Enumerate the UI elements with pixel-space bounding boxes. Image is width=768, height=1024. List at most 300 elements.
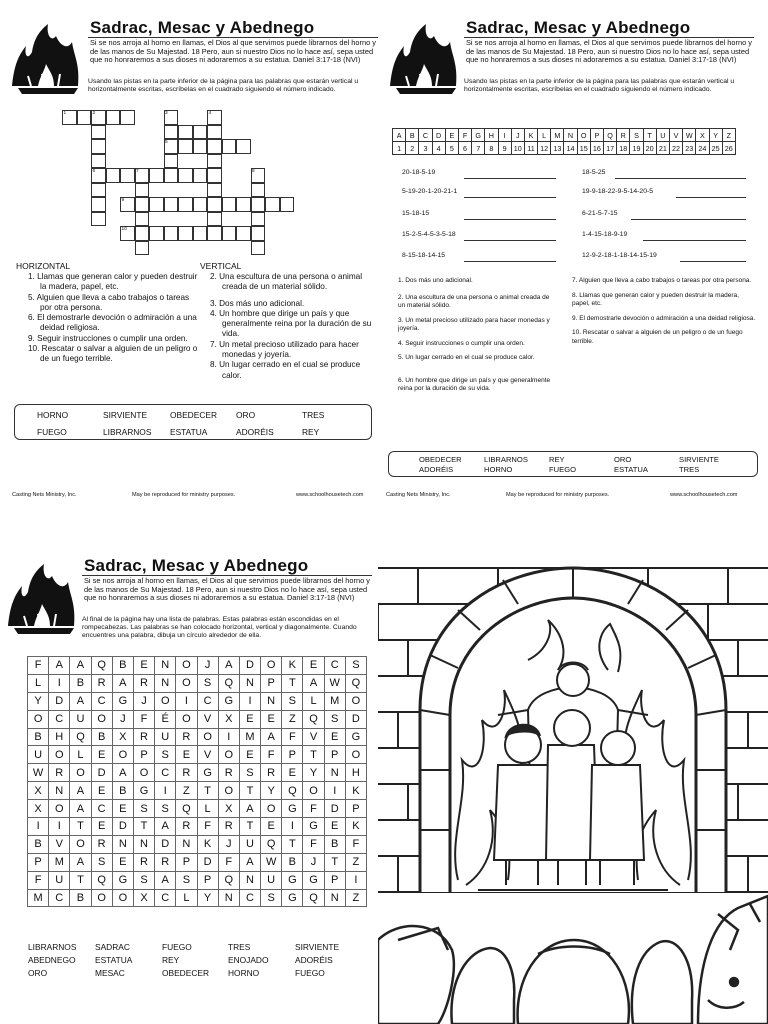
word-search-letter[interactable]: G [218, 692, 239, 710]
word-search-letter[interactable]: A [70, 782, 91, 800]
word-search-letter[interactable]: P [324, 871, 345, 889]
word-search-letter[interactable]: Y [28, 692, 49, 710]
crossword-cell[interactable] [222, 139, 237, 154]
word-search-letter[interactable]: O [218, 746, 239, 764]
crossword-cell[interactable] [280, 197, 295, 212]
word-search-letter[interactable]: J [197, 657, 218, 675]
word-search-letter[interactable]: P [282, 746, 303, 764]
word-search-letter[interactable]: E [91, 746, 112, 764]
word-search-letter[interactable]: O [28, 710, 49, 728]
word-search-letter[interactable]: N [239, 871, 260, 889]
crossword-cell[interactable] [106, 168, 121, 183]
crossword-cell[interactable] [207, 226, 222, 241]
word-search-letter[interactable]: B [112, 657, 133, 675]
word-search-letter[interactable]: X [28, 782, 49, 800]
word-search-letter[interactable]: N [324, 889, 345, 907]
word-search-letter[interactable]: S [155, 746, 176, 764]
word-search-letter[interactable]: S [345, 657, 366, 675]
word-search-letter[interactable]: C [91, 692, 112, 710]
word-search-letter[interactable]: A [112, 764, 133, 782]
crossword-cell[interactable] [135, 226, 150, 241]
word-search-letter[interactable]: Z [345, 853, 366, 871]
word-search-letter[interactable]: W [28, 764, 49, 782]
word-search-letter[interactable]: U [28, 746, 49, 764]
word-search-letter[interactable]: F [28, 657, 49, 675]
word-search-letter[interactable]: N [49, 782, 70, 800]
word-search-letter[interactable]: T [70, 818, 91, 836]
crossword-cell[interactable] [164, 154, 179, 169]
crossword-cell[interactable] [164, 125, 179, 140]
word-search-letter[interactable]: I [345, 871, 366, 889]
answer-line[interactable] [464, 219, 556, 220]
word-search-letter[interactable]: U [261, 871, 282, 889]
word-search-letter[interactable]: C [239, 889, 260, 907]
word-search-letter[interactable]: O [49, 800, 70, 818]
word-search-letter[interactable]: O [176, 674, 197, 692]
word-search-letter[interactable]: K [197, 835, 218, 853]
word-search-letter[interactable]: D [155, 835, 176, 853]
code-letter-cell: P [590, 129, 603, 142]
crossword-cell[interactable] [120, 110, 135, 125]
word-search-letter[interactable]: E [261, 710, 282, 728]
word-search-letter[interactable]: A [70, 692, 91, 710]
word-search-letter[interactable]: S [261, 889, 282, 907]
word-search-letter[interactable]: G [303, 818, 324, 836]
word-search-letter[interactable]: V [49, 835, 70, 853]
crossword-cell[interactable] [164, 168, 179, 183]
crossword-cell[interactable] [251, 241, 266, 256]
word-search-letter[interactable]: A [303, 674, 324, 692]
word-search-letter[interactable]: E [112, 800, 133, 818]
answer-line[interactable] [464, 178, 556, 179]
word-search-letter[interactable]: I [218, 728, 239, 746]
word-search-letter[interactable]: Q [303, 710, 324, 728]
word-search-letter[interactable]: C [324, 657, 345, 675]
crossword-cell[interactable] [149, 197, 164, 212]
word-search-letter[interactable]: Y [303, 764, 324, 782]
crossword-cell[interactable] [91, 212, 106, 227]
word-search-letter[interactable]: J [112, 710, 133, 728]
word-search-letter[interactable]: X [133, 889, 154, 907]
word-search-letter[interactable]: R [218, 818, 239, 836]
word-search-letter[interactable]: R [91, 674, 112, 692]
crossword-cell[interactable] [178, 197, 193, 212]
crossword-cell[interactable] [251, 212, 266, 227]
word-search-letter[interactable]: R [155, 853, 176, 871]
word-search-letter[interactable]: P [197, 871, 218, 889]
word-search-letter[interactable]: R [261, 764, 282, 782]
word-search-letter[interactable]: M [49, 853, 70, 871]
word-search-letter[interactable]: O [261, 657, 282, 675]
word-search-letter[interactable]: E [133, 657, 154, 675]
crossword-cell[interactable] [178, 168, 193, 183]
word-search-letter[interactable]: R [91, 835, 112, 853]
word-search-letter[interactable]: O [155, 692, 176, 710]
word-search-letter[interactable]: M [28, 889, 49, 907]
word-search-letter[interactable]: M [324, 692, 345, 710]
crossword-cell[interactable] [178, 125, 193, 140]
word-search-letter[interactable]: T [133, 818, 154, 836]
word-search-letter[interactable]: D [239, 657, 260, 675]
word-search-letter[interactable]: Q [91, 871, 112, 889]
word-search-letter[interactable]: J [218, 835, 239, 853]
crossword-cell[interactable] [149, 226, 164, 241]
crossword-cell[interactable] [207, 154, 222, 169]
word-search-letter[interactable]: G [133, 782, 154, 800]
word-search-word: ESTATUA [95, 955, 133, 965]
word-search-letter[interactable]: I [239, 692, 260, 710]
word-search-letter[interactable]: E [112, 853, 133, 871]
word-search-letter[interactable]: S [324, 710, 345, 728]
word-search-letter[interactable]: S [91, 853, 112, 871]
word-search-letter[interactable]: Y [261, 782, 282, 800]
word-search-letter[interactable]: I [155, 782, 176, 800]
word-search-letter[interactable]: G [282, 871, 303, 889]
word-search-letter[interactable]: X [218, 710, 239, 728]
word-search-letter[interactable]: U [49, 871, 70, 889]
word-search-letter[interactable]: L [197, 800, 218, 818]
word-search-letter[interactable]: G [112, 692, 133, 710]
word-search-letter[interactable]: K [345, 818, 366, 836]
word-search-letter[interactable]: R [49, 764, 70, 782]
word-search-letter[interactable]: O [49, 746, 70, 764]
crossword-cell[interactable] [207, 168, 222, 183]
word-search-letter[interactable]: N [155, 674, 176, 692]
word-search-letter[interactable]: N [176, 835, 197, 853]
word-search-letter[interactable]: O [91, 710, 112, 728]
word-search-letter[interactable]: E [324, 728, 345, 746]
word-search-letter[interactable]: Q [282, 782, 303, 800]
word-search-letter[interactable]: R [176, 764, 197, 782]
word-search-letter[interactable]: A [112, 674, 133, 692]
word-search-letter[interactable]: F [303, 800, 324, 818]
word-search-letter[interactable]: Q [261, 835, 282, 853]
crossword-cell[interactable] [207, 183, 222, 198]
word-search-letter[interactable]: D [49, 692, 70, 710]
word-search-letter[interactable]: A [70, 657, 91, 675]
word-search-letter[interactable]: N [133, 835, 154, 853]
word-search-letter[interactable]: A [261, 728, 282, 746]
word-search-letter[interactable]: B [282, 853, 303, 871]
word-search-letter[interactable]: D [197, 853, 218, 871]
crossword-cell[interactable] [207, 212, 222, 227]
word-search-letter[interactable]: T [239, 782, 260, 800]
word-search-letter[interactable]: S [239, 764, 260, 782]
crossword-cell[interactable] [178, 139, 193, 154]
word-search-letter[interactable]: Y [197, 889, 218, 907]
crossword-cell[interactable] [251, 197, 266, 212]
word-search-letter[interactable]: T [303, 746, 324, 764]
crossword-cell[interactable] [149, 168, 164, 183]
crossword-cell[interactable] [193, 168, 208, 183]
crossword-cell[interactable] [91, 154, 106, 169]
crossword-cell[interactable] [135, 197, 150, 212]
word-search-letter[interactable]: O [133, 764, 154, 782]
word-search-letter[interactable]: A [239, 800, 260, 818]
answer-line[interactable] [676, 197, 746, 198]
word-search-letter[interactable]: F [28, 871, 49, 889]
word-search-letter[interactable]: O [303, 782, 324, 800]
word-search-letter[interactable]: H [345, 764, 366, 782]
word-search-letter[interactable]: Z [345, 889, 366, 907]
word-search-letter[interactable]: G [282, 800, 303, 818]
word-search-letter[interactable]: B [324, 835, 345, 853]
crossword-cell[interactable] [251, 226, 266, 241]
word-search-letter[interactable]: L [28, 674, 49, 692]
word-search-letter[interactable]: Q [176, 800, 197, 818]
word-search-letter[interactable]: D [112, 818, 133, 836]
word-search-letter[interactable]: E [91, 782, 112, 800]
crossword-cell[interactable] [77, 110, 92, 125]
word-search-letter[interactable]: O [345, 692, 366, 710]
word-search-letter[interactable]: Z [282, 710, 303, 728]
word-search-letter[interactable]: F [218, 853, 239, 871]
word-search-letter[interactable]: W [324, 674, 345, 692]
answer-line[interactable] [615, 178, 746, 179]
crossword-cell[interactable] [164, 197, 179, 212]
word-search-letter[interactable]: H [49, 728, 70, 746]
word-search-letter[interactable]: O [345, 746, 366, 764]
word-search-letter[interactable]: V [303, 728, 324, 746]
crossword-cell[interactable] [91, 125, 106, 140]
word-search-letter[interactable]: O [176, 657, 197, 675]
answer-line[interactable] [464, 240, 556, 241]
word-search-letter[interactable]: S [133, 871, 154, 889]
word-search-letter[interactable]: S [155, 800, 176, 818]
word-search-letter[interactable]: C [49, 710, 70, 728]
crossword-cell[interactable] [193, 125, 208, 140]
crossword-cell[interactable] [222, 226, 237, 241]
crossword-cell[interactable] [135, 212, 150, 227]
word-search-letter[interactable]: O [176, 710, 197, 728]
word-search-letter[interactable]: E [303, 657, 324, 675]
word-search-letter[interactable]: R [218, 764, 239, 782]
bank-word: TRES [302, 410, 325, 420]
word-search-letter[interactable]: X [112, 728, 133, 746]
word-search-letter[interactable]: Z [176, 782, 197, 800]
word-search-letter[interactable]: V [197, 746, 218, 764]
word-search-letter[interactable]: A [70, 800, 91, 818]
word-search-letter[interactable]: F [303, 835, 324, 853]
word-search-letter[interactable]: P [28, 853, 49, 871]
word-search-letter[interactable]: X [28, 800, 49, 818]
word-search-letter[interactable]: G [112, 871, 133, 889]
word-search-letter[interactable]: P [261, 674, 282, 692]
word-search-letter[interactable]: A [70, 853, 91, 871]
word-search-letter[interactable]: O [70, 764, 91, 782]
crossword-cell[interactable] [178, 226, 193, 241]
word-search-letter[interactable]: R [176, 728, 197, 746]
word-search-letter[interactable]: T [197, 782, 218, 800]
word-search-letter[interactable]: E [282, 764, 303, 782]
word-search-letter[interactable]: N [239, 674, 260, 692]
word-search-letter[interactable]: D [324, 800, 345, 818]
code-number-cell: 3 [419, 142, 432, 155]
word-search-letter[interactable]: T [70, 871, 91, 889]
word-search-letter[interactable]: D [91, 764, 112, 782]
crossword-cell[interactable] [135, 183, 150, 198]
word-search-letter[interactable]: E [324, 818, 345, 836]
code-number-cell: 18 [617, 142, 630, 155]
crossword-cell[interactable] [164, 226, 179, 241]
word-search-letter[interactable]: Q [345, 674, 366, 692]
word-search-letter[interactable]: O [112, 889, 133, 907]
crossword-cell[interactable] [207, 197, 222, 212]
word-search-letter[interactable]: O [218, 782, 239, 800]
word-search-letter[interactable]: B [28, 728, 49, 746]
word-search-letter[interactable]: D [345, 710, 366, 728]
word-search-letter[interactable]: C [91, 800, 112, 818]
word-search-letter[interactable]: U [70, 710, 91, 728]
crossword-cell[interactable] [106, 110, 121, 125]
word-search-letter[interactable]: C [155, 889, 176, 907]
word-search-letter[interactable]: N [261, 692, 282, 710]
word-search-letter[interactable]: T [239, 818, 260, 836]
word-search-letter[interactable]: Q [303, 889, 324, 907]
word-search-letter[interactable]: X [218, 800, 239, 818]
crossword-cell[interactable] [91, 197, 106, 212]
page-footer [384, 490, 768, 504]
word-search-letter[interactable]: K [345, 782, 366, 800]
word-search-letter[interactable]: F [197, 818, 218, 836]
word-search-letter[interactable]: G [345, 728, 366, 746]
word-search-letter[interactable]: T [324, 853, 345, 871]
word-search-letter[interactable]: B [70, 889, 91, 907]
word-search-letter[interactable]: B [112, 782, 133, 800]
word-search-letter[interactable]: F [282, 728, 303, 746]
footer-website: www.schoolhousetech.com [296, 492, 364, 498]
word-search-letter[interactable]: A [218, 657, 239, 675]
word-search-letter[interactable]: I [176, 692, 197, 710]
crossword-cell[interactable] [193, 139, 208, 154]
word-search-letter[interactable]: N [324, 764, 345, 782]
word-search-letter[interactable]: S [282, 692, 303, 710]
answer-line[interactable] [464, 197, 556, 198]
word-search-letter[interactable]: E [261, 818, 282, 836]
word-search-letter[interactable]: R [133, 674, 154, 692]
crossword-cell[interactable] [91, 183, 106, 198]
word-search-letter[interactable]: N [218, 889, 239, 907]
word-search-letter[interactable]: C [197, 692, 218, 710]
word-search-letter[interactable]: S [133, 800, 154, 818]
crossword-cell[interactable] [193, 197, 208, 212]
word-search-letter[interactable]: I [324, 782, 345, 800]
word-search-letter[interactable]: L [303, 692, 324, 710]
crossword-cell[interactable] [207, 139, 222, 154]
word-search-letter[interactable]: U [155, 728, 176, 746]
word-search-letter[interactable]: E [239, 710, 260, 728]
word-search-letter[interactable]: Q [218, 674, 239, 692]
answer-line[interactable] [680, 261, 746, 262]
word-search-letter[interactable]: O [197, 728, 218, 746]
word-search-letter[interactable]: E [176, 746, 197, 764]
word-search-letter[interactable]: N [112, 835, 133, 853]
answer-line[interactable] [631, 219, 746, 220]
crossword-cell[interactable] [193, 226, 208, 241]
word-search-letter[interactable]: Q [91, 657, 112, 675]
word-search-letter[interactable]: F [133, 710, 154, 728]
word-search-letter[interactable]: A [239, 853, 260, 871]
word-search-letter[interactable]: U [239, 835, 260, 853]
word-search-letter[interactable]: G [282, 889, 303, 907]
word-search-letter[interactable]: K [282, 657, 303, 675]
word-search-letter[interactable]: I [28, 818, 49, 836]
word-search-letter[interactable]: R [176, 818, 197, 836]
code-number-cell: 13 [551, 142, 564, 155]
word-search-letter[interactable]: L [70, 746, 91, 764]
word-search-letter[interactable]: A [155, 818, 176, 836]
word-search-letter[interactable]: J [303, 853, 324, 871]
word-search-letter[interactable]: B [28, 835, 49, 853]
crossword-cell[interactable] [265, 197, 280, 212]
word-search-letter[interactable]: P [324, 746, 345, 764]
word-search-letter[interactable]: V [197, 710, 218, 728]
word-search-letter[interactable]: R [133, 853, 154, 871]
word-search-letter[interactable]: F [345, 835, 366, 853]
word-search-letter[interactable]: J [133, 692, 154, 710]
crossword-cell[interactable] [135, 241, 150, 256]
word-search-letter[interactable]: A [49, 657, 70, 675]
word-search-letter[interactable]: F [261, 746, 282, 764]
crossword-cell[interactable] [120, 168, 135, 183]
crossword-cell[interactable] [222, 197, 237, 212]
word-search-letter[interactable]: W [261, 853, 282, 871]
word-search-letter[interactable]: S [176, 871, 197, 889]
word-search-letter[interactable]: M [239, 728, 260, 746]
crossword-cell[interactable] [91, 139, 106, 154]
word-search-letter[interactable]: O [70, 835, 91, 853]
word-search-letter[interactable]: G [303, 871, 324, 889]
word-search-letter[interactable]: E [239, 746, 260, 764]
word-search-letter[interactable]: O [261, 800, 282, 818]
word-search-word: FUEGO [295, 968, 325, 978]
crossword-cell[interactable] [236, 226, 251, 241]
word-search-letter[interactable]: O [91, 889, 112, 907]
word-search-letter[interactable]: P [133, 746, 154, 764]
word-search-letter[interactable]: I [282, 818, 303, 836]
crossword-cell[interactable] [236, 197, 251, 212]
word-search-letter[interactable]: T [282, 835, 303, 853]
word-search-letter[interactable]: E [91, 818, 112, 836]
word-search-letter[interactable]: L [176, 889, 197, 907]
word-search-letter[interactable]: P [345, 800, 366, 818]
crossword-cell[interactable] [251, 183, 266, 198]
word-search-letter[interactable]: P [176, 853, 197, 871]
word-search-letter[interactable]: G [197, 764, 218, 782]
crossword-cell[interactable] [207, 125, 222, 140]
word-search-letter[interactable]: B [91, 728, 112, 746]
word-search-letter[interactable]: Q [70, 728, 91, 746]
bank-word: FUEGO [37, 427, 67, 437]
answer-line[interactable] [643, 240, 746, 241]
word-search-letter[interactable]: T [282, 674, 303, 692]
word-search-letter[interactable]: N [155, 657, 176, 675]
word-search-letter[interactable]: I [49, 674, 70, 692]
word-search-word: ADORÉIS [295, 955, 333, 965]
word-search-letter[interactable]: C [49, 889, 70, 907]
word-search-letter[interactable]: B [70, 674, 91, 692]
word-search-letter[interactable]: R [133, 728, 154, 746]
word-search-letter[interactable]: É [155, 710, 176, 728]
word-search-letter[interactable]: I [49, 818, 70, 836]
crossword-cell[interactable] [236, 139, 251, 154]
word-search-letter[interactable]: O [112, 746, 133, 764]
word-search-letter[interactable]: A [155, 871, 176, 889]
word-search-letter[interactable]: S [197, 674, 218, 692]
word-search-letter[interactable]: Q [218, 871, 239, 889]
word-search-letter[interactable]: C [155, 764, 176, 782]
answer-line[interactable] [464, 261, 556, 262]
